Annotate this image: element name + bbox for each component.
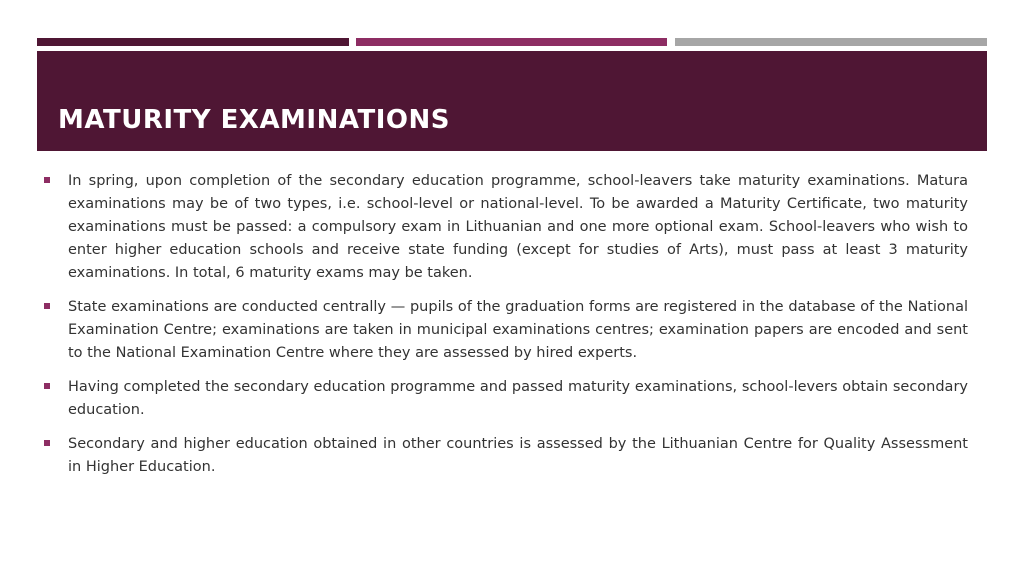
list-item (42, 170, 968, 285)
square-bullet-icon (44, 440, 50, 446)
list-item (42, 433, 968, 479)
square-bullet-icon (44, 303, 50, 309)
bullet-text: Having completed the secondary education programme and passed maturity examinations, school-levers obtain secondary education. (68, 379, 968, 418)
accent-bar-dark (37, 38, 349, 46)
title-band (37, 51, 987, 151)
list-item (42, 376, 968, 422)
bullet-text: Secondary and higher education obtained in other countries is assessed by the Lithuanian Centre for Quality Assessment in Higher Education. (68, 436, 968, 475)
square-bullet-icon (44, 177, 50, 183)
bullet-text: In spring, upon completion of the secondary education programme, school-leavers take maturity examinations. Matura examinations may be of two types, i.e. school-level or national-level. To be awarded a Maturity Certificate, two maturity examinations must be passed: a compulsory exam in Lithuanian and one more optional exam. School-leavers who wish to enter higher education schools and receive state funding (except for studies of Arts), must pass at least 3 maturity examinations. In total, 6 maturity exams may be taken. (68, 173, 968, 281)
accent-bar-gray (675, 38, 987, 46)
list-item (42, 296, 968, 365)
slide-title: MATURITY EXAMINATIONS (58, 105, 450, 135)
bullet-text: State examinations are conducted centrally — pupils of the graduation forms are registered in the database of the National Examination Centre; examinations are taken in municipal examinations centres; examination papers are encoded and sent to the National Examination Centre where they are assessed by hired experts. (68, 299, 968, 361)
accent-bar-magenta (356, 38, 667, 46)
bullet-list (42, 170, 968, 490)
square-bullet-icon (44, 383, 50, 389)
